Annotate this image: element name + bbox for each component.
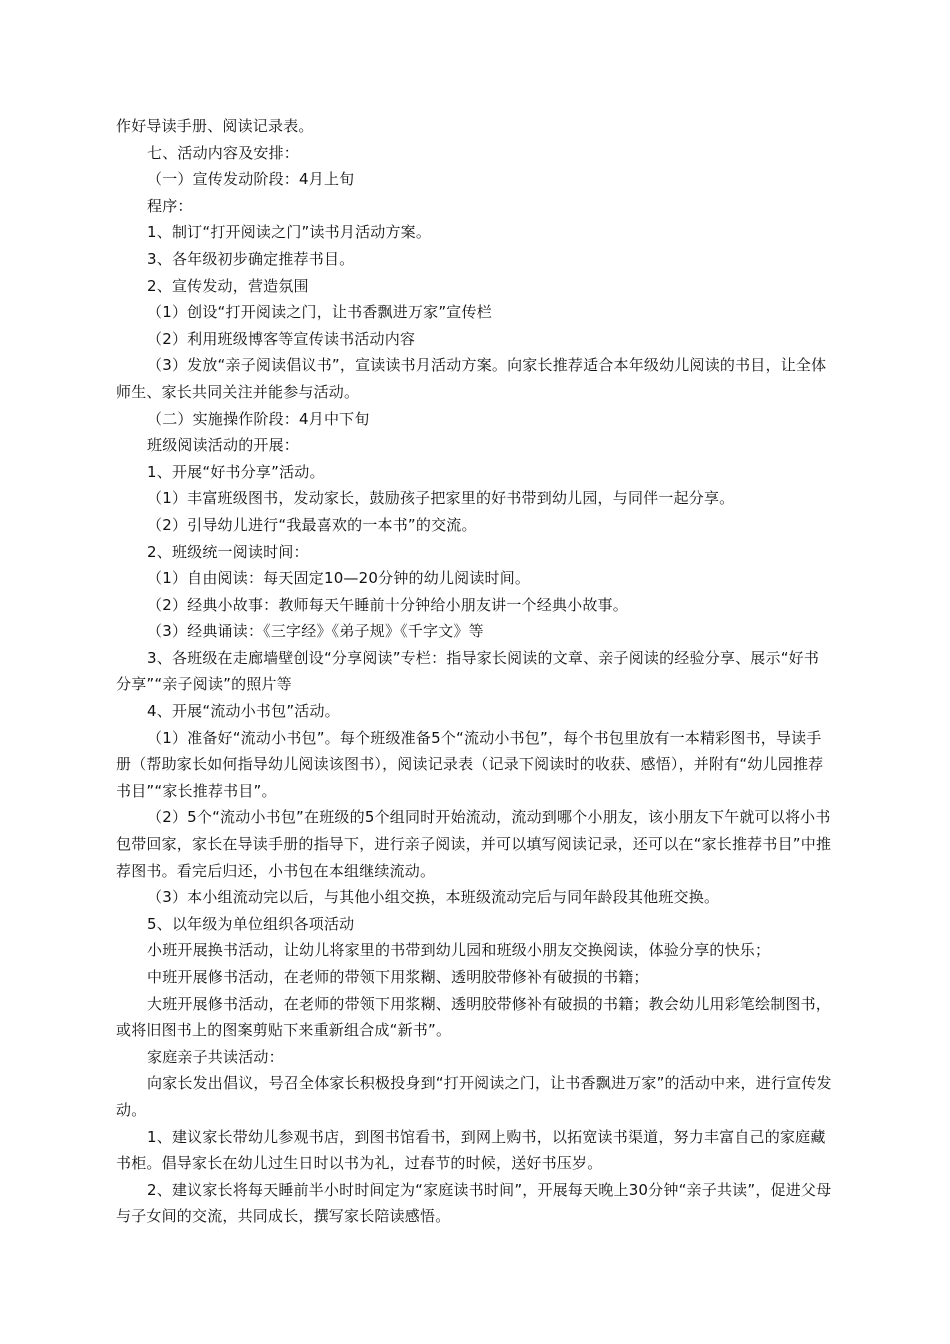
list-item: （2）引导幼儿进行“我最喜欢的一本书”的交流。 [147,515,477,534]
list-item: 2、建议家长将每天睡前半小时时间定为“家庭读书时间”，开展每天晚上30分钟“亲子共读”，促进父母与子女间的交流，共同成长，撰写家长陪读感悟。 [116,1180,832,1226]
list-item: 1、制订“打开阅读之门”读书月活动方案。 [147,223,432,242]
paragraph: 作好导读手册、阅读记录表。 [116,117,314,135]
paragraph: 大班开展修书活动，在老师的带领下用浆糊、透明胶带修补有破损的书籍；教会幼儿用彩笔绘制图书，或将旧图书上的图案剪贴下来重新组合成“新书”。 [116,994,832,1040]
list-item: （2）5个“流动小书包”在班级的5个组同时开始流动，流动到哪个小朋友，该小朋友下午就可以将小书包带回家，家长在导读手册的指导下，进行亲子阅读，并可以填写阅读记录，还可以在“家长推荐书目”中推荐图书。看完后归还，小书包在本组继续流动。 [116,808,832,880]
list-item: （1）自由阅读：每天固定10—20分钟的幼儿阅读时间。 [147,569,531,588]
paragraph: 向家长发出倡议，号召全体家长积极投身到“打开阅读之门，让书香飘进万家”的活动中来，进行宣传发动。 [116,1074,832,1119]
paragraph: 班级阅读活动的开展： [147,436,300,455]
list-item: （3）经典诵读：《三字经》《弟子规》《千字文》等 [147,622,484,641]
subsection-heading: （一）宣传发动阶段：4月上旬 [147,170,355,189]
list-item: （3）本小组流动完以后，与其他小组交换，本班级流动完后与同年龄段其他班交换。 [147,888,720,907]
paragraph: 家庭亲子共读活动： [147,1047,284,1066]
list-item: （1）丰富班级图书，发动家长，鼓励孩子把家里的好书带到幼儿园，与同伴一起分享。 [147,489,735,508]
list-item: 3、各班级在走廊墙壁创设“分享阅读”专栏：指导家长阅读的文章、亲子阅读的经验分享、展示“好书分享”“亲子阅读”的照片等 [116,648,820,694]
paragraph: 程序： [147,196,193,215]
list-item: 1、建议家长带幼儿参观书店，到图书馆看书，到网上购书，以拓宽读书渠道，努力丰富自己的家庭藏书柜。倡导家长在幼儿过生日时以书为礼，过春节的时候，送好书压岁。 [116,1127,826,1173]
document-body [116,113,834,1230]
list-item: 5、以年级为单位组织各项活动 [147,914,355,933]
list-item: 4、开展“流动小书包”活动。 [147,702,340,721]
list-item: （2）利用班级博客等宣传读书活动内容 [147,329,416,348]
section-heading: 七、活动内容及安排： [147,143,300,162]
subsection-heading: （二）实施操作阶段：4月中下旬 [147,409,370,428]
list-item: 3、各年级初步确定推荐书目。 [147,249,355,268]
list-item: 2、宣传发动，营造氛围 [147,276,309,295]
paragraph: 中班开展修书活动，在老师的带领下用浆糊、透明胶带修补有破损的书籍； [147,968,649,986]
paragraph: 小班开展换书活动，让幼儿将家里的书带到幼儿园和班级小朋友交换阅读，体验分享的快乐； [147,941,771,960]
list-item: （1）准备好“流动小书包”。每个班级准备5个“流动小书包”，每个书包里放有一本精彩图书，导读手册（帮助家长如何指导幼儿阅读该图书），阅读记录表（记录下阅读时的收获、感悟），并附有“幼儿园推荐书目”“家长推荐书目”。 [116,728,824,800]
list-item: 1、开展“好书分享”活动。 [147,462,325,481]
list-item: （1）创设“打开阅读之门，让书香飘进万家”宣传栏 [147,303,492,322]
list-item: 2、班级统一阅读时间： [147,542,309,561]
list-item: （3）发放“亲子阅读倡议书”，宣读读书月活动方案。向家长推荐适合本年级幼儿阅读的书目，让全体师生、家长共同关注并能参与活动。 [116,356,827,401]
list-item: （2）经典小故事：教师每天午睡前十分钟给小朋友讲一个经典小故事。 [147,595,628,614]
